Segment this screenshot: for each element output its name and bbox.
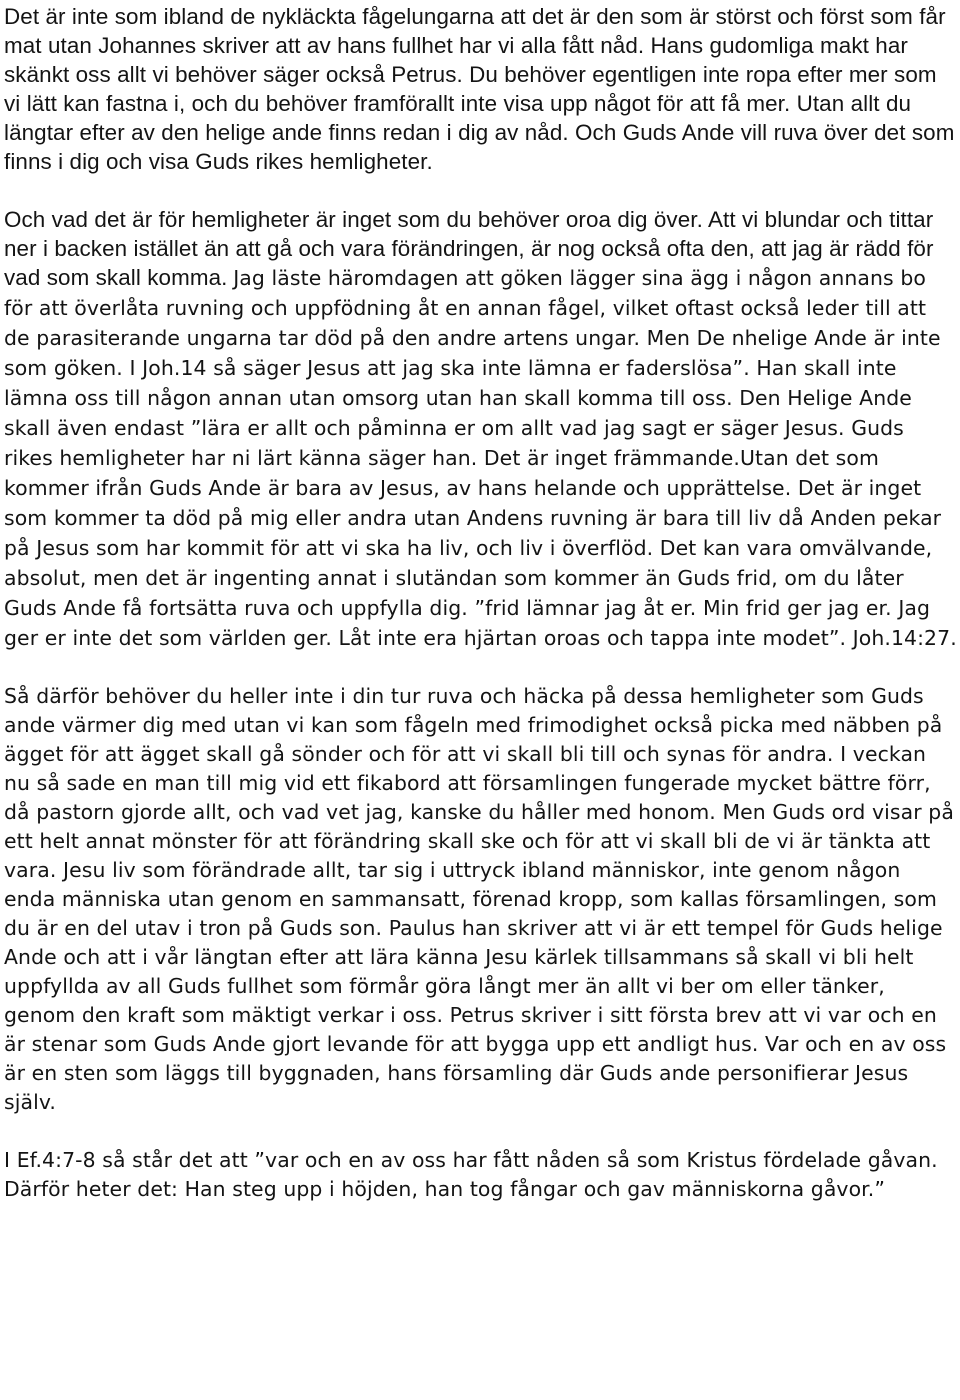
document-page xyxy=(4,2,958,1204)
paragraph-2 xyxy=(4,205,958,653)
paragraph-4 xyxy=(4,1146,958,1204)
paragraph-3 xyxy=(4,682,958,1117)
paragraph-2-text-part-2: Jag läste häromdagen att göken lägger sina ägg i någon annans bo för att överlåta ruvning och uppfödning åt en annan fågel, vilket oftast också leder till att de parasiterande ungarna tar död på den andre artens ungar. Men De nhelige Ande är inte som göken. I Joh.14 så säger Jesus att jag ska inte lämna er faderslösa”. Han skall inte lämna oss till någon annan utan omsorg utan han skall komma till oss. Den Helige Ande skall även endast ”lära er allt och påminna er om allt vad jag sagt er säger Jesus. Guds rikes hemligheter har ni lärt känna säger han. Det är inget främmande.Utan det som kommer ifrån Guds Ande är bara av Jesus, av hans helande och upprättelse. Det är inget som kommer ta död på mig eller andra utan Andens ruvning är bara till liv då Anden pekar på Jesus som har kommit för att vi ska ha liv, och liv i överflöd. Det kan vara omvälvande, absolut, men det är ingenting annat i slutändan som kommer än Guds frid, om du låter Guds Ande få fortsätta ruva och uppfylla dig. ”frid lämnar jag åt er. Min frid ger jag er. Jag ger er inte det som världen ger. Låt inte era hjärtan oroas och tappa inte modet”. Joh.14:27. xyxy=(4,266,957,650)
paragraph-4-text: I Ef.4:7-8 så står det att ”var och en av oss har fått nåden så som Kristus fördelade gåvan. Därför heter det: Han steg upp i höjden, han tog fångar och gav människorna gåvor.” xyxy=(4,1148,938,1201)
paragraph-1 xyxy=(4,2,958,176)
paragraph-3-text: Så därför behöver du heller inte i din tur ruva och häcka på dessa hemligheter som Guds ande värmer dig med utan vi kan som fågeln med frimodighet också picka med näbben på ägget för att ägget skall gå sönder och för att vi skall bli till och synas för andra. I veckan nu så sade en man till mig vid ett fikabord att församlingen fungerade mycket bättre förr, då pastorn gjorde allt, och vad vet jag, kanske du håller med honom. Men Guds ord visar på ett helt annat mönster för att förändring skall ske och för att vi skall bli de vi är tänkta att vara. Jesu liv som förändrade allt, tar sig i uttryck ibland människor, inte genom någon enda människa utan genom en sammansatt, förenad kropp, som kallas församlingen, som du är en del utav i tron på Guds son. Paulus han skriver att vi är ett tempel för Guds helige Ande och att i vår längtan efter att lära känna Jesu kärlek tillsammans så skall vi bli helt uppfyllda av all Guds fullhet som förmår göra långt mer än allt vi ber om eller tänker, genom den kraft som mäktigt verkar i oss. Petrus skriver i sitt första brev att vi var och en är stenar som Guds Ande gjort levande för att bygga upp ett andligt hus. Var och en av oss är en sten som läggs till byggnaden, hans församling där Guds ande personifierar Jesus själv. xyxy=(4,684,954,1114)
paragraph-spacer xyxy=(4,653,958,682)
paragraph-spacer xyxy=(4,176,958,205)
paragraph-spacer xyxy=(4,1117,958,1146)
paragraph-1-text: Det är inte som ibland de nykläckta fågelungarna att det är den som är störst och först som får mat utan Johannes skriver att av hans fullhet har vi alla fått nåd. Hans gudomliga makt har skänkt oss allt vi behöver säger också Petrus. Du behöver egentligen inte ropa efter mer som vi lätt kan fastna i, och du behöver framförallt inte visa upp något för att få mer. Utan allt du längtar efter av den helige ande finns redan i dig av nåd. Och Guds Ande vill ruva över det som finns i dig och visa Guds rikes hemligheter. xyxy=(4,4,955,174)
paragraph-2-text-part-1: Och vad det är för hemligheter är inget som du behöver oroa dig över. Att vi blundar och tittar ner i backen istället än att gå och vara förändringen, är nog också ofta den, att jag är rädd för vad som skall komma. xyxy=(4,207,934,290)
